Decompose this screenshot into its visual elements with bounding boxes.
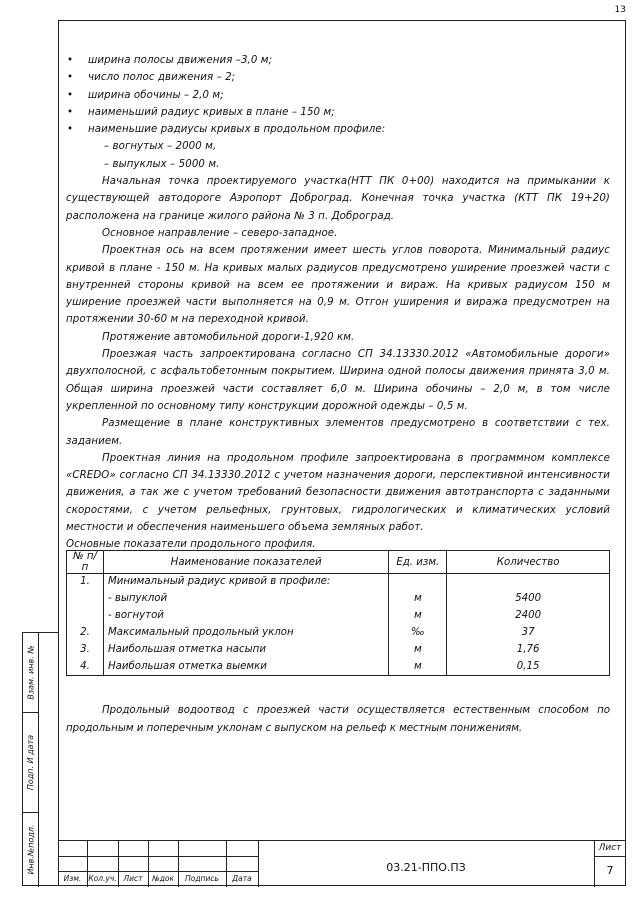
header-name: Наименование показателей bbox=[103, 551, 388, 574]
table-row bbox=[67, 608, 610, 625]
paragraph-placement: Размещение в плане конструктивных элементов предусмотрено в соответствии с тех. заданием. bbox=[66, 418, 610, 447]
profile-parameters-table bbox=[66, 550, 610, 676]
table-header-row bbox=[67, 551, 610, 574]
list-item: • число полос движения – 2; bbox=[66, 69, 610, 86]
cell-unit: м bbox=[389, 591, 447, 608]
side-stamp-label: Взам. инв. № bbox=[26, 645, 36, 700]
cell-name: Наибольшая отметка выемки bbox=[103, 659, 388, 676]
paragraph-start-point: Начальная точка проектируемого участка(НТТ ПК 0+00) находится на примыкании к существующей автодороге Аэропорт Доброград. Конечная точка участка (КТТ ПК 19+20) расположена на границе жилого района № 3 п. Доброград. bbox=[66, 176, 610, 222]
side-stamp bbox=[22, 632, 58, 886]
side-stamp-replacement bbox=[23, 633, 39, 713]
paragraph-profile-design: Проектная линия на продольном профиле запроектирована в программном комплексе «CREDO» согласно СП 34.13330.2012 с учетом назначения дороги, перспективной интенсивности движения, а так же с учетом требований безопасности движения автотранспорта с заданными скоростями, с учетом рельефных, грунтовых, гидрологических и климатических условий местности и обеспечения наименьшего объема земляных работ. bbox=[66, 452, 610, 534]
table-row bbox=[67, 625, 610, 642]
title-block bbox=[58, 840, 626, 886]
cell-qty: 1,76 bbox=[447, 642, 610, 659]
label-signature: Подпись bbox=[185, 874, 219, 883]
title-block-line bbox=[58, 871, 258, 872]
cell-unit bbox=[389, 574, 447, 591]
cell-unit: м bbox=[389, 642, 447, 659]
paragraph-carriageway: Проезжая часть запроектирована согласно СП 34.13330.2012 «Автомобильные дороги» двухполосной, с асфальтобетонным покрытием. Ширина одной полосы движения принята 3,0 м. Общая ширина проезжей части составляет 6,0 м. Ширина обочины – 2,0 м, в том числе укрепленной по основному типу конструкции дорожной одежды – 0,5 м. bbox=[66, 349, 610, 412]
title-block-line bbox=[58, 856, 258, 857]
paragraph-direction: Основное направление – северо-западное. bbox=[102, 227, 338, 239]
cell-name: Минимальный радиус кривой в профиле: bbox=[103, 574, 388, 591]
header-num: № п/п bbox=[67, 551, 104, 574]
cell-name: Наибольшая отметка насыпи bbox=[103, 642, 388, 659]
cell-name: - выпуклой bbox=[103, 591, 388, 608]
sub-list-item: – выпуклых – 5000 м. bbox=[104, 158, 220, 170]
label-doc-number: №док bbox=[151, 874, 175, 883]
cell-unit: м bbox=[389, 659, 447, 676]
cell-qty: 0,15 bbox=[447, 659, 610, 676]
side-stamp-label: Подп. И дата bbox=[26, 734, 36, 791]
label-change: Изм. bbox=[63, 874, 82, 883]
document-code: 03.21-ППО.ПЗ bbox=[386, 861, 466, 874]
title-block-line bbox=[594, 856, 626, 857]
cell-num: 1. bbox=[67, 574, 104, 591]
cell-unit: ‰ bbox=[389, 625, 447, 642]
list-item: • наименьшие радиусы кривых в продольном профиле: bbox=[66, 121, 610, 138]
paragraph-drainage: Продольный водоотвод с проезжей части осуществляется естественным способом по продольным и поперечным уклонам с выпуском на рельеф к местным понижениям. bbox=[66, 705, 610, 734]
paragraph-length: Протяжение автомобильной дороги-1,920 км. bbox=[102, 331, 355, 343]
road-parameters-list bbox=[66, 52, 610, 138]
table-row bbox=[67, 574, 610, 591]
table-title: Основные показатели продольного профиля. bbox=[66, 539, 316, 551]
label-sheet: Лист bbox=[123, 874, 143, 883]
cell-num: 4. bbox=[67, 659, 104, 676]
label-date: Дата bbox=[232, 874, 252, 883]
cell-name: - вогнутой bbox=[103, 608, 388, 625]
cell-num: 3. bbox=[67, 642, 104, 659]
sub-list-item: – вогнутых – 2000 м, bbox=[104, 141, 217, 153]
cell-unit: м bbox=[389, 608, 447, 625]
table-row bbox=[67, 642, 610, 659]
cell-qty: 37 bbox=[447, 625, 610, 642]
paragraph-axis: Проектная ось на всем протяжении имеет шесть углов поворота. Минимальный радиус кривой в плане - 150 м. На кривых малых радиусов предусмотрено уширение проезжей части с внутренней стороны кривой на всем ее протяжении и вираж. На кривых радиусом 150 м уширение проезжей части выполняется на 0,9 м. Отгон уширения и виража предусмотрен на протяжении 30-60 м на переходной кривой. bbox=[66, 245, 610, 326]
cell-qty: 2400 bbox=[447, 608, 610, 625]
table-row bbox=[67, 591, 610, 608]
page-number: 13 bbox=[614, 5, 626, 15]
sheet-label: Лист bbox=[598, 843, 622, 853]
header-unit: Ед. изм. bbox=[389, 551, 447, 574]
list-item: • ширина обочины – 2,0 м; bbox=[66, 87, 610, 104]
cell-num: 2. bbox=[67, 625, 104, 642]
document-body bbox=[66, 52, 610, 554]
side-stamp-label: Инв.№подл. bbox=[26, 824, 36, 875]
list-item: • ширина полосы движения –3,0 м; bbox=[66, 52, 610, 69]
label-count: Кол.уч. bbox=[88, 874, 117, 883]
side-stamp-inventory bbox=[23, 813, 39, 886]
cell-name: Максимальный продольный уклон bbox=[103, 625, 388, 642]
list-item: • наименьший радиус кривых в плане – 150 м; bbox=[66, 104, 610, 121]
header-qty: Количество bbox=[447, 551, 610, 574]
table-row bbox=[67, 659, 610, 676]
cell-num bbox=[67, 591, 104, 608]
cell-qty bbox=[447, 574, 610, 591]
sheet-number: 7 bbox=[606, 864, 614, 877]
cell-qty: 5400 bbox=[447, 591, 610, 608]
side-stamp-signature-date bbox=[23, 713, 39, 813]
cell-num bbox=[67, 608, 104, 625]
